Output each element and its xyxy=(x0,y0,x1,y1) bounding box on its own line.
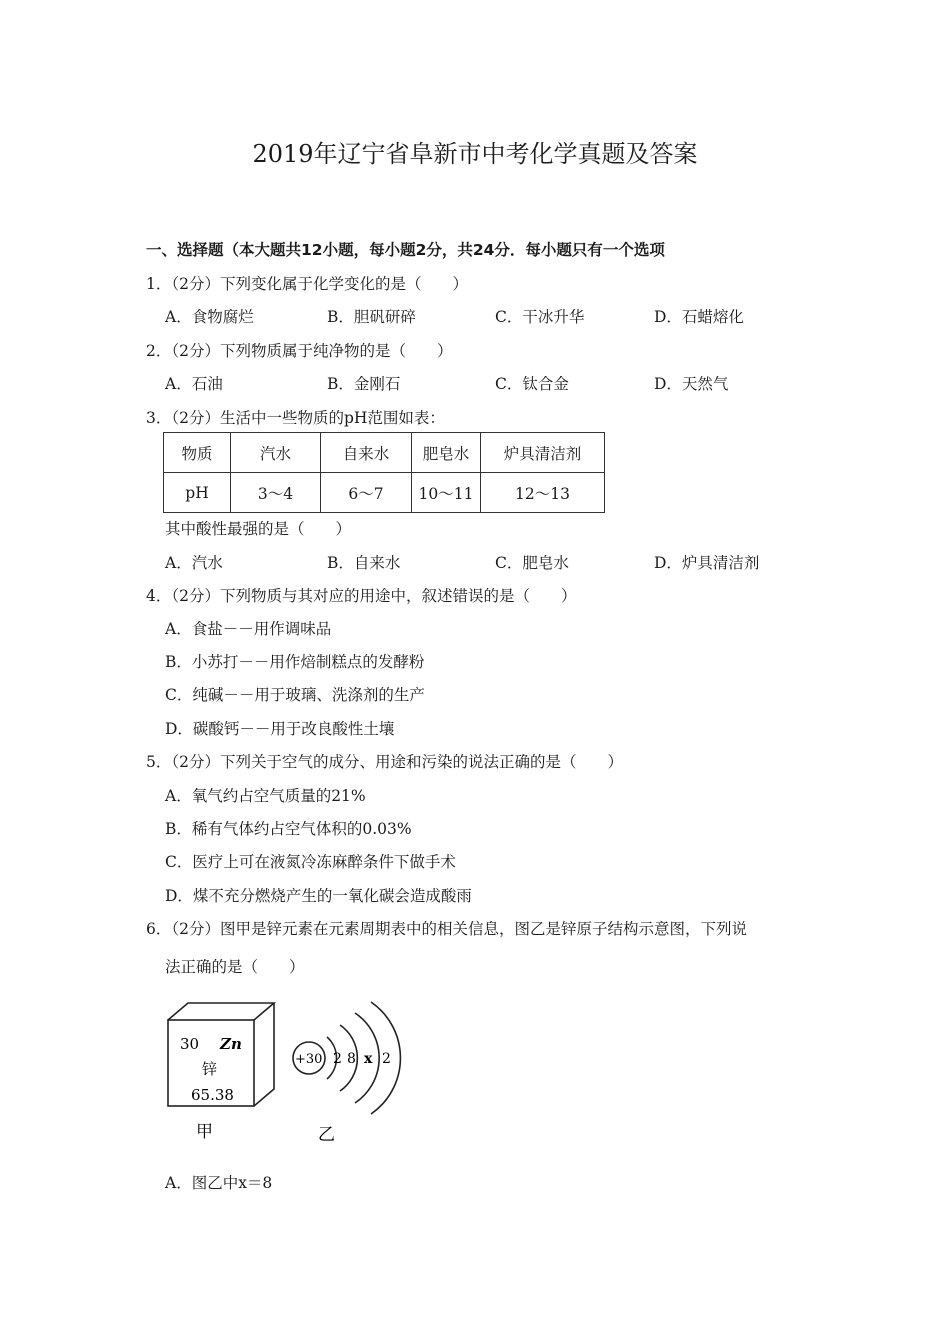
q1-option-d: D．石蜡熔化 xyxy=(654,308,744,326)
table-row xyxy=(164,433,605,473)
question-5-stem: 5．（2分）下列关于空气的成分、用途和污染的说法正确的是（ ） xyxy=(146,753,623,771)
q5-option-a: A．氧气约占空气质量的21% xyxy=(165,787,366,805)
table-cell: 10～11 xyxy=(412,473,481,513)
q2-option-a: A．石油 xyxy=(165,375,223,393)
shell-electrons-2: 8 xyxy=(347,1051,356,1067)
element-symbol: Zn xyxy=(220,1035,242,1053)
q1-option-b: B．胆矾研碎 xyxy=(327,308,416,326)
q4-option-c: C．纯碱－－用于玻璃、洗涤剂的生产 xyxy=(165,686,425,704)
q4-option-d: D．碳酸钙－－用于改良酸性土壤 xyxy=(165,720,395,738)
table-cell: 12～13 xyxy=(481,473,605,513)
q3-option-c: C．肥皂水 xyxy=(495,554,569,572)
figure-label-b: 乙 xyxy=(318,1125,335,1145)
atomic-mass: 65.38 xyxy=(191,1086,234,1104)
q6-option-a: A．图乙中x＝8 xyxy=(165,1174,273,1192)
q5-option-c: C．医疗上可在液氮冷冻麻醉条件下做手术 xyxy=(165,853,456,871)
figure-label-a: 甲 xyxy=(196,1122,213,1142)
atomic-number: 30 xyxy=(180,1035,200,1053)
table-header-cell: 炉具清洁剂 xyxy=(481,433,605,473)
section-heading: 一、选择题（本大题共12小题，每小题2分，共24分．每小题只有一个选项 xyxy=(146,241,665,259)
table-header-cell: 汽水 xyxy=(231,433,321,473)
q4-option-a: A．食盐－－用作调味品 xyxy=(165,620,332,638)
q5-option-d: D．煤不充分燃烧产生的一氧化碳会造成酸雨 xyxy=(165,887,472,905)
table-row xyxy=(164,473,605,513)
shell-electrons-1: 2 xyxy=(333,1051,342,1067)
table-cell: 3～4 xyxy=(231,473,321,513)
question-1-stem: 1．（2分）下列变化属于化学变化的是（ ） xyxy=(146,275,468,293)
question-2-stem: 2．（2分）下列物质属于纯净物的是（ ） xyxy=(146,342,453,360)
q2-option-b: B．金刚石 xyxy=(327,375,401,393)
shell-electrons-3: x xyxy=(364,1051,373,1067)
table-cell: 6～7 xyxy=(321,473,412,513)
q5-option-b: B．稀有气体约占空气体积的0.03% xyxy=(165,820,412,838)
question-3-stem: 3．（2分）生活中一些物质的pH范围如表： xyxy=(146,409,445,427)
question-3-follow: 其中酸性最强的是（ ） xyxy=(165,520,352,538)
question-4-stem: 4．（2分）下列物质与其对应的用途中，叙述错误的是（ ） xyxy=(146,587,577,605)
q2-option-d: D．天然气 xyxy=(654,375,729,393)
q3-option-d: D．炉具清洁剂 xyxy=(654,554,760,572)
q1-option-c: C．干冰升华 xyxy=(495,308,585,326)
question-6-stem-continued: 法正确的是（ ） xyxy=(165,958,305,976)
table-header-cell: 自来水 xyxy=(321,433,412,473)
table-header-cell: 肥皂水 xyxy=(412,433,481,473)
nucleus-charge: +30 xyxy=(295,1052,323,1067)
zinc-figure xyxy=(160,985,410,1145)
element-name: 锌 xyxy=(202,1060,218,1078)
q2-option-c: C．钛合金 xyxy=(495,375,569,393)
page-title: 2019年辽宁省阜新市中考化学真题及答案 xyxy=(252,140,698,168)
ph-table xyxy=(163,432,605,513)
q3-option-a: A．汽水 xyxy=(165,554,223,572)
q3-option-b: B．自来水 xyxy=(327,554,401,572)
q4-option-b: B．小苏打－－用作焙制糕点的发酵粉 xyxy=(165,653,425,671)
table-header-cell: 物质 xyxy=(164,433,231,473)
shell-electrons-4: 2 xyxy=(382,1051,391,1067)
question-6-stem: 6．（2分）图甲是锌元素在元素周期表中的相关信息，图乙是锌原子结构示意图，下列说 xyxy=(146,920,747,938)
q1-option-a: A．食物腐烂 xyxy=(165,308,254,326)
table-cell: pH xyxy=(164,473,231,513)
